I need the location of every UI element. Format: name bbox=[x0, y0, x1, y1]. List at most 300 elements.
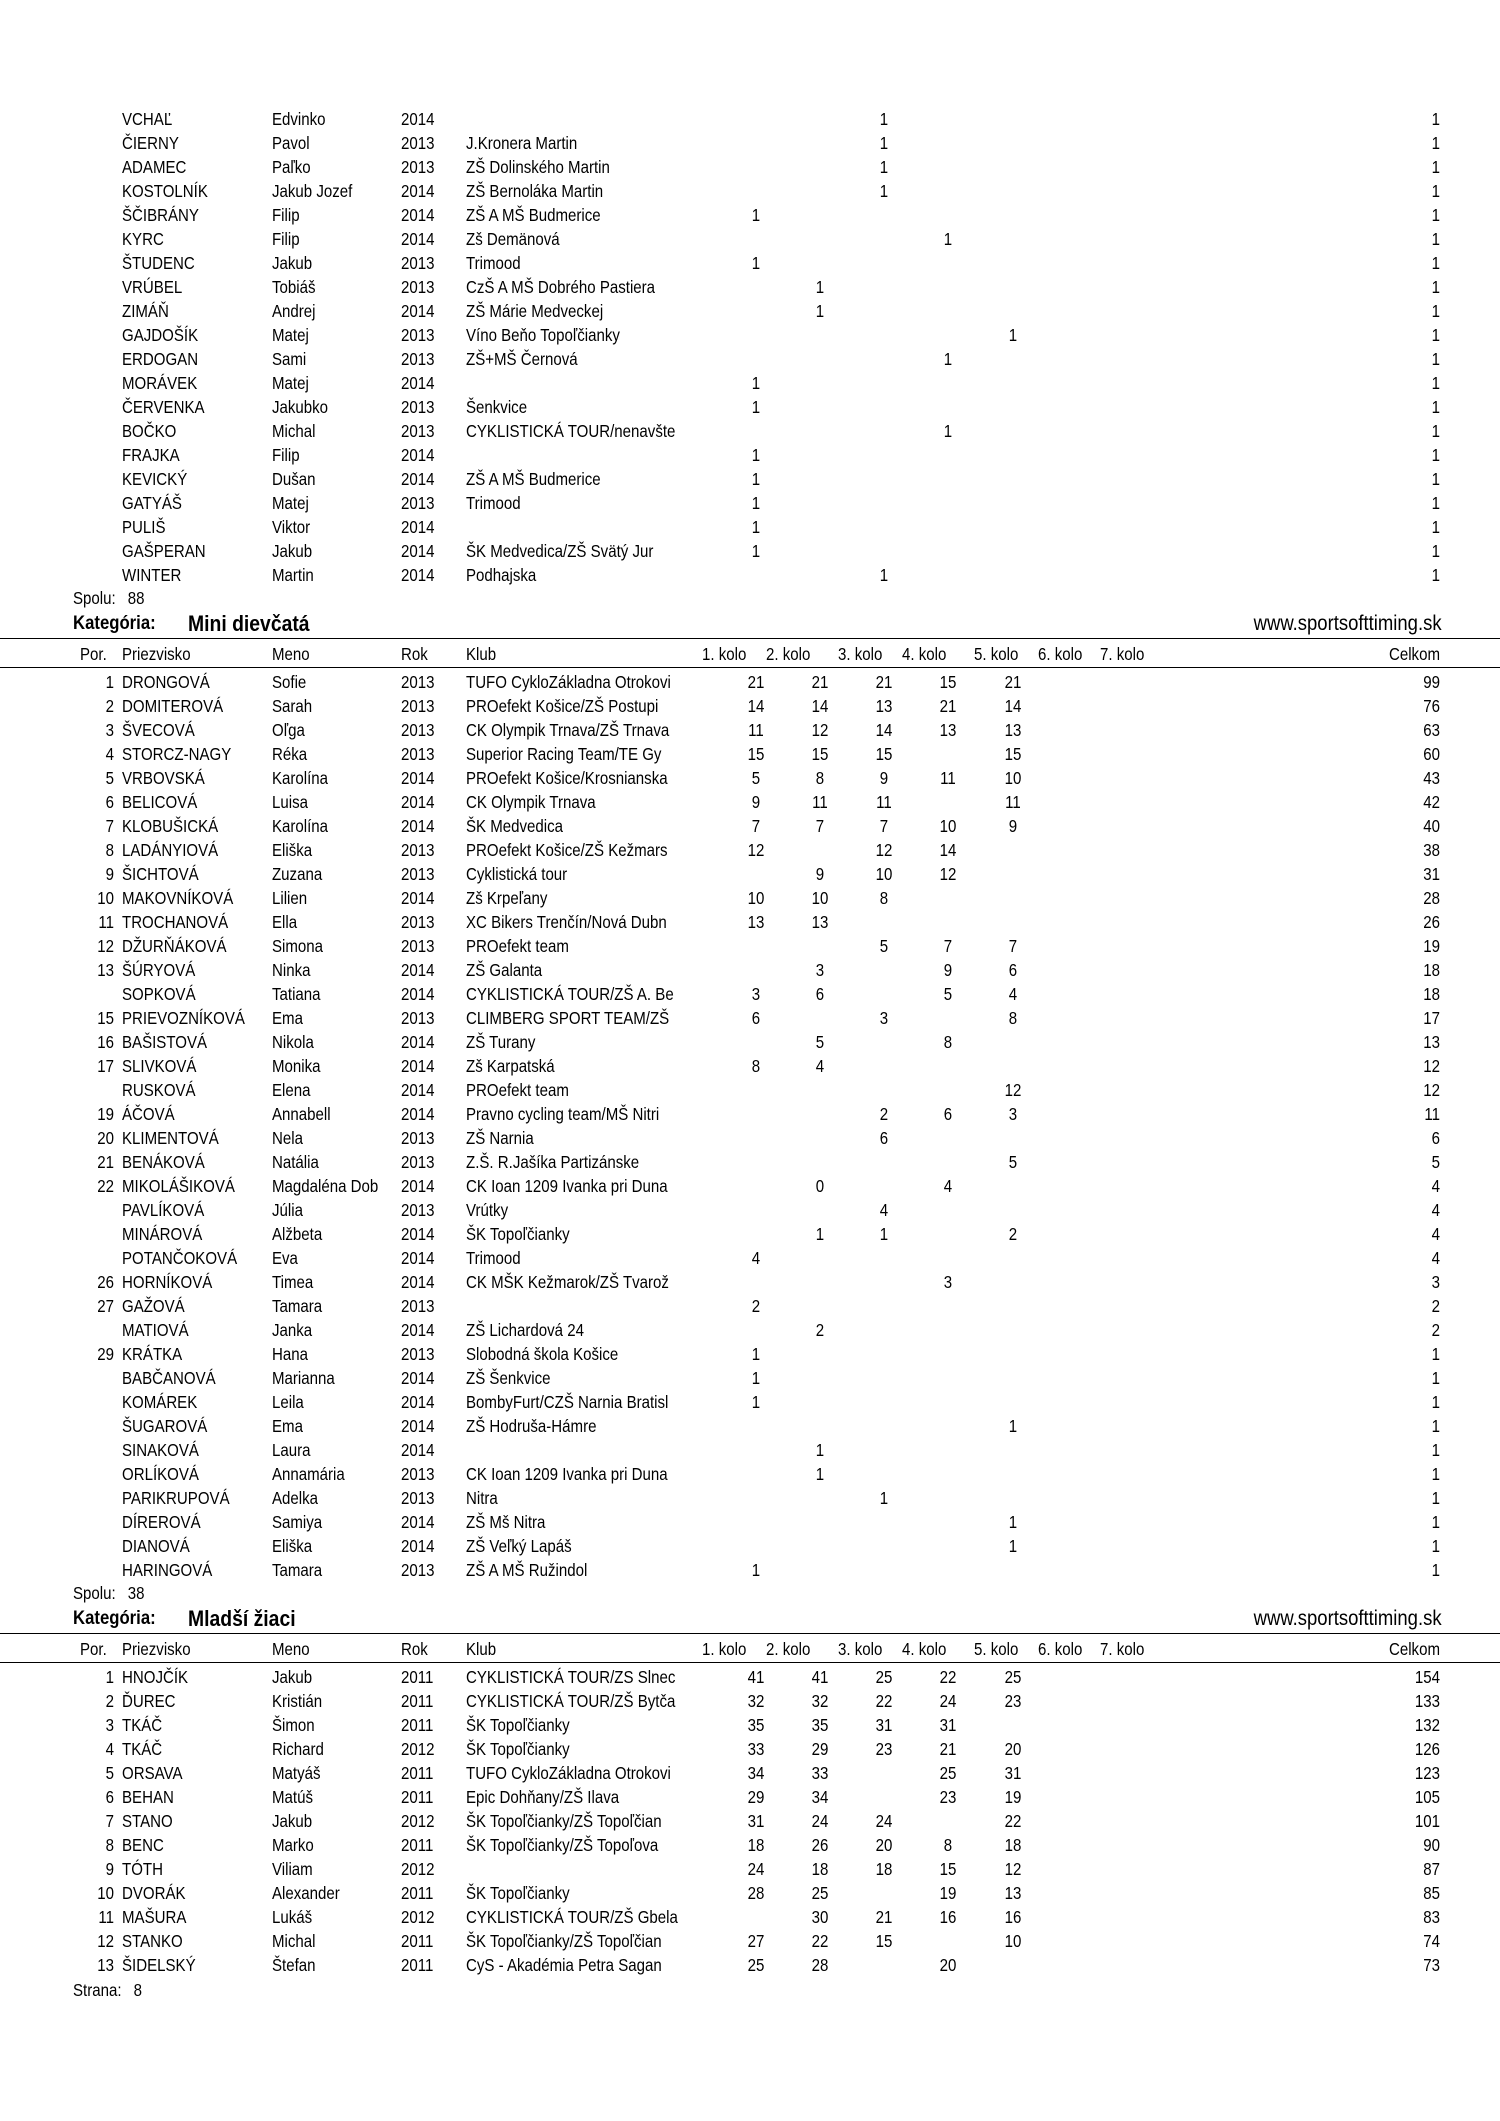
cell-klub: PROefekt Košice/Krosnianska bbox=[465, 768, 668, 788]
cell-rok: 2013 bbox=[400, 1488, 435, 1508]
cell-celkom: 4 bbox=[1431, 1224, 1440, 1244]
cell-meno: Alexander bbox=[271, 1883, 340, 1903]
total-value: 38 bbox=[127, 1583, 145, 1603]
cell-k1: 29 bbox=[747, 1787, 765, 1807]
cell-priezvisko: LADÁNYIOVÁ bbox=[121, 840, 219, 860]
cell-meno: Alžbeta bbox=[271, 1224, 323, 1244]
total-value: 88 bbox=[127, 588, 145, 608]
cell-k3: 12 bbox=[875, 840, 893, 860]
header-meno: Meno bbox=[271, 644, 310, 664]
header-labels bbox=[0, 1637, 1440, 1661]
cell-k1: 1 bbox=[751, 373, 761, 393]
cell-priezvisko: STANKO bbox=[121, 1931, 183, 1951]
cell-meno: Eva bbox=[271, 1248, 298, 1268]
cell-priezvisko: HARINGOVÁ bbox=[121, 1560, 213, 1580]
table-row bbox=[0, 515, 1440, 539]
cell-k1: 32 bbox=[747, 1691, 765, 1711]
cell-por: 3 bbox=[105, 1715, 114, 1735]
cell-rok: 2014 bbox=[400, 181, 435, 201]
header-k6: 6. kolo bbox=[1037, 1639, 1083, 1659]
table-row bbox=[0, 790, 1440, 814]
cell-por: 7 bbox=[105, 816, 114, 836]
cell-klub: PROefekt Košice/ZŠ Postupi bbox=[465, 696, 659, 716]
cell-meno: Matej bbox=[271, 325, 309, 345]
cell-celkom: 38 bbox=[1423, 840, 1440, 860]
cell-klub: Víno Beňo Topoľčianky bbox=[465, 325, 620, 345]
cell-meno: Tobiáš bbox=[271, 277, 316, 297]
cell-k1: 1 bbox=[751, 397, 761, 417]
cell-por: 7 bbox=[105, 1811, 114, 1831]
cell-priezvisko: BAŠISTOVÁ bbox=[121, 1032, 208, 1052]
cell-priezvisko: TROCHANOVÁ bbox=[121, 912, 229, 932]
cell-rok: 2013 bbox=[400, 744, 435, 764]
table-row bbox=[0, 1665, 1440, 1689]
cell-rok: 2013 bbox=[400, 397, 435, 417]
cell-k2: 32 bbox=[811, 1691, 829, 1711]
cell-priezvisko: GAJDOŠÍK bbox=[121, 325, 199, 345]
cell-k5: 16 bbox=[1004, 1907, 1022, 1927]
cell-k5: 22 bbox=[1004, 1811, 1022, 1831]
cell-por: 26 bbox=[97, 1272, 114, 1292]
cell-k5: 12 bbox=[1004, 1859, 1022, 1879]
cell-k2: 1 bbox=[815, 1464, 825, 1484]
cell-celkom: 73 bbox=[1423, 1955, 1440, 1975]
cell-rok: 2013 bbox=[400, 840, 435, 860]
cell-celkom: 5 bbox=[1431, 1152, 1440, 1172]
cell-k2: 24 bbox=[811, 1811, 829, 1831]
cell-klub: ZŠ A MŠ Budmerice bbox=[465, 205, 601, 225]
cell-rok: 2011 bbox=[400, 1667, 434, 1687]
cell-meno: Oľga bbox=[271, 720, 305, 740]
cell-k5: 25 bbox=[1004, 1667, 1022, 1687]
cell-k1: 11 bbox=[748, 720, 764, 740]
cell-celkom: 1 bbox=[1431, 565, 1440, 585]
cell-meno: Matej bbox=[271, 373, 309, 393]
cell-por: 4 bbox=[105, 1739, 114, 1759]
cell-k1: 27 bbox=[747, 1931, 765, 1951]
cell-celkom: 154 bbox=[1414, 1667, 1440, 1687]
cell-rok: 2013 bbox=[400, 1152, 435, 1172]
cell-k5: 4 bbox=[1008, 984, 1018, 1004]
cell-k4: 3 bbox=[943, 1272, 953, 1292]
cell-priezvisko: BENC bbox=[121, 1835, 164, 1855]
cell-celkom: 1 bbox=[1431, 325, 1440, 345]
header-priezvisko: Priezvisko bbox=[121, 644, 191, 664]
cell-celkom: 1 bbox=[1431, 493, 1440, 513]
cell-meno: Štefan bbox=[271, 1955, 316, 1975]
table-row bbox=[0, 694, 1440, 718]
cell-celkom: 1 bbox=[1431, 1560, 1440, 1580]
cell-meno: Jakub Jozef bbox=[271, 181, 353, 201]
cell-k4: 9 bbox=[943, 960, 953, 980]
cell-meno: Laura bbox=[271, 1440, 311, 1460]
cell-por: 17 bbox=[97, 1056, 114, 1076]
cell-k5: 6 bbox=[1008, 960, 1018, 980]
cell-rok: 2013 bbox=[400, 349, 435, 369]
cell-priezvisko: SINAKOVÁ bbox=[121, 1440, 199, 1460]
cell-k5: 12 bbox=[1004, 1080, 1022, 1100]
cell-k1: 12 bbox=[747, 840, 765, 860]
cell-meno: Magdaléna Dob bbox=[271, 1176, 379, 1196]
header-klub: Klub bbox=[465, 644, 497, 664]
cell-meno: Hana bbox=[271, 1344, 308, 1364]
cell-klub: CK Ioan 1209 Ivanka pri Duna bbox=[465, 1176, 668, 1196]
cell-meno: Lukáš bbox=[271, 1907, 313, 1927]
cell-k2: 5 bbox=[815, 1032, 825, 1052]
cell-rok: 2014 bbox=[400, 541, 435, 561]
cell-k2: 7 bbox=[815, 816, 825, 836]
cell-meno: Filip bbox=[271, 445, 300, 465]
cell-k1: 1 bbox=[751, 493, 761, 513]
table-row bbox=[0, 1534, 1440, 1558]
cell-rok: 2013 bbox=[400, 1296, 435, 1316]
cell-priezvisko: KLIMENTOVÁ bbox=[121, 1128, 219, 1148]
cell-klub: ŠK Topoľčianky/ZŠ Topoľova bbox=[465, 1835, 659, 1855]
cell-por: 15 bbox=[97, 1008, 114, 1028]
cell-k5: 8 bbox=[1008, 1008, 1018, 1028]
cell-k5: 14 bbox=[1004, 696, 1022, 716]
table-row bbox=[0, 1246, 1440, 1270]
table-row bbox=[0, 1761, 1440, 1785]
cell-priezvisko: ADAMEC bbox=[121, 157, 187, 177]
cell-por: 27 bbox=[97, 1296, 114, 1316]
cell-celkom: 1 bbox=[1431, 373, 1440, 393]
cell-celkom: 1 bbox=[1431, 1440, 1440, 1460]
cell-k3: 1 bbox=[879, 1488, 889, 1508]
header-rok: Rok bbox=[400, 1639, 428, 1659]
cell-k1: 41 bbox=[747, 1667, 765, 1687]
table-row bbox=[0, 1174, 1440, 1198]
cell-rok: 2011 bbox=[400, 1787, 434, 1807]
cell-k3: 21 bbox=[875, 1907, 893, 1927]
cell-k5: 1 bbox=[1008, 1512, 1018, 1532]
cell-celkom: 85 bbox=[1423, 1883, 1440, 1903]
cell-celkom: 1 bbox=[1431, 517, 1440, 537]
cell-k2: 1 bbox=[815, 1224, 825, 1244]
cell-k2: 1 bbox=[815, 277, 825, 297]
cell-meno: Richard bbox=[271, 1739, 324, 1759]
table-row bbox=[0, 131, 1440, 155]
header-klub: Klub bbox=[465, 1639, 497, 1659]
cell-celkom: 13 bbox=[1423, 1032, 1440, 1052]
table-row bbox=[0, 1510, 1440, 1534]
total-label: Spolu: bbox=[73, 1583, 116, 1603]
header-k5: 5. kolo bbox=[973, 644, 1019, 664]
cell-k1: 21 bbox=[747, 672, 765, 692]
cell-k5: 19 bbox=[1004, 1787, 1022, 1807]
cell-priezvisko: MIKOLÁŠIKOVÁ bbox=[121, 1176, 235, 1196]
cell-k2: 12 bbox=[811, 720, 829, 740]
cell-k4: 15 bbox=[939, 672, 957, 692]
table-row bbox=[0, 347, 1440, 371]
cell-celkom: 1 bbox=[1431, 229, 1440, 249]
header-celkom: Celkom bbox=[1388, 1639, 1440, 1659]
cell-k2: 18 bbox=[811, 1859, 829, 1879]
cell-meno: Karolína bbox=[271, 816, 329, 836]
cell-meno: Marianna bbox=[271, 1368, 335, 1388]
cell-priezvisko: HORNÍKOVÁ bbox=[121, 1272, 213, 1292]
cell-k4: 25 bbox=[939, 1763, 957, 1783]
cell-k1: 28 bbox=[747, 1883, 765, 1903]
cell-k2: 35 bbox=[811, 1715, 829, 1735]
cell-celkom: 12 bbox=[1423, 1080, 1440, 1100]
category-name: Mladší žiaci bbox=[188, 1606, 296, 1631]
cell-k4: 5 bbox=[943, 984, 953, 1004]
cell-k4: 24 bbox=[939, 1691, 957, 1711]
cell-celkom: 4 bbox=[1431, 1248, 1440, 1268]
cell-rok: 2013 bbox=[400, 421, 435, 441]
table-row bbox=[0, 1438, 1440, 1462]
cell-klub: ŠK Topoľčianky/ZŠ Topoľčian bbox=[465, 1811, 662, 1831]
cell-rok: 2011 bbox=[400, 1931, 434, 1951]
cell-celkom: 43 bbox=[1423, 768, 1440, 788]
cell-celkom: 26 bbox=[1423, 912, 1440, 932]
cell-por: 2 bbox=[105, 696, 114, 716]
cell-k4: 19 bbox=[939, 1883, 957, 1903]
cell-k1: 9 bbox=[751, 792, 761, 812]
cell-k4: 12 bbox=[939, 864, 957, 884]
cell-por: 10 bbox=[97, 1883, 114, 1903]
table-row bbox=[0, 419, 1440, 443]
cell-priezvisko: ERDOGAN bbox=[121, 349, 199, 369]
cell-por: 13 bbox=[97, 1955, 114, 1975]
cell-celkom: 1 bbox=[1431, 1512, 1440, 1532]
cell-meno: Leila bbox=[271, 1392, 304, 1412]
cell-k5: 20 bbox=[1004, 1739, 1022, 1759]
table-row bbox=[0, 1689, 1440, 1713]
table-row bbox=[0, 1030, 1440, 1054]
category-heading bbox=[0, 1605, 1500, 1634]
table-row bbox=[0, 670, 1440, 694]
cell-priezvisko: DÍREROVÁ bbox=[121, 1512, 201, 1532]
table-row bbox=[0, 742, 1440, 766]
cell-por: 1 bbox=[105, 672, 114, 692]
cell-meno: Dušan bbox=[271, 469, 316, 489]
cell-rok: 2013 bbox=[400, 133, 435, 153]
cell-priezvisko: MAŠURA bbox=[121, 1907, 187, 1927]
cell-por: 21 bbox=[97, 1152, 114, 1172]
cell-por: 6 bbox=[105, 792, 114, 812]
cell-meno: Jakub bbox=[271, 253, 313, 273]
cell-k2: 33 bbox=[811, 1763, 829, 1783]
cell-k4: 6 bbox=[943, 1104, 953, 1124]
cell-meno: Matej bbox=[271, 493, 309, 513]
cell-klub: ŠK Topoľčianky bbox=[465, 1739, 570, 1759]
header-k1: 1. kolo bbox=[701, 1639, 747, 1659]
cell-k3: 6 bbox=[879, 1128, 889, 1148]
cell-priezvisko: DRONGOVÁ bbox=[121, 672, 210, 692]
cell-rok: 2014 bbox=[400, 816, 435, 836]
cell-klub: ZŠ+MŠ Černová bbox=[465, 349, 578, 369]
cell-priezvisko: ÁČOVÁ bbox=[121, 1104, 175, 1124]
cell-meno: Andrej bbox=[271, 301, 316, 321]
cell-priezvisko: PAVLÍKOVÁ bbox=[121, 1200, 205, 1220]
cell-klub: ZŠ Bernoláka Martin bbox=[465, 181, 604, 201]
cell-klub: CK MŠK Kežmarok/ZŠ Tvarož bbox=[465, 1272, 669, 1292]
cell-priezvisko: MINÁROVÁ bbox=[121, 1224, 203, 1244]
cell-k3: 23 bbox=[875, 1739, 893, 1759]
cell-k3: 20 bbox=[875, 1835, 893, 1855]
cell-por: 9 bbox=[105, 1859, 114, 1879]
cell-rok: 2014 bbox=[400, 960, 435, 980]
cell-rok: 2014 bbox=[400, 1032, 435, 1052]
cell-k1: 1 bbox=[751, 469, 761, 489]
cell-priezvisko: HNOJČÍK bbox=[121, 1667, 189, 1687]
cell-priezvisko: PULIŠ bbox=[121, 517, 166, 537]
cell-rok: 2014 bbox=[400, 1080, 435, 1100]
cell-meno: Elena bbox=[271, 1080, 311, 1100]
cell-meno: Filip bbox=[271, 205, 300, 225]
cell-k3: 1 bbox=[879, 181, 889, 201]
cell-k3: 11 bbox=[876, 792, 892, 812]
category-label: Kategória: bbox=[73, 613, 156, 634]
cell-k4: 10 bbox=[939, 816, 957, 836]
cell-klub: CK Ioan 1209 Ivanka pri Duna bbox=[465, 1464, 668, 1484]
cell-celkom: 101 bbox=[1414, 1811, 1440, 1831]
cell-celkom: 1 bbox=[1431, 469, 1440, 489]
cell-k1: 31 bbox=[747, 1811, 765, 1831]
cell-meno: Michal bbox=[271, 421, 316, 441]
table-row bbox=[0, 718, 1440, 742]
table-row bbox=[0, 886, 1440, 910]
cell-k2: 34 bbox=[811, 1787, 829, 1807]
cell-por: 22 bbox=[97, 1176, 114, 1196]
cell-priezvisko: GAŠPERAN bbox=[121, 541, 206, 561]
cell-celkom: 19 bbox=[1423, 936, 1440, 956]
cell-meno: Simona bbox=[271, 936, 324, 956]
table-row bbox=[0, 1905, 1440, 1929]
cell-priezvisko: KRÁTKA bbox=[121, 1344, 183, 1364]
cell-por: 3 bbox=[105, 720, 114, 740]
cell-celkom: 74 bbox=[1423, 1931, 1440, 1951]
cell-celkom: 1 bbox=[1431, 1344, 1440, 1364]
cell-meno: Viliam bbox=[271, 1859, 313, 1879]
cell-rok: 2014 bbox=[400, 1512, 435, 1532]
cell-priezvisko: VRÚBEL bbox=[121, 277, 183, 297]
cell-k2: 41 bbox=[811, 1667, 829, 1687]
cell-klub: Epic Dohňany/ZŠ Ilava bbox=[465, 1787, 620, 1807]
cell-por: 2 bbox=[105, 1691, 114, 1711]
cell-celkom: 1 bbox=[1431, 1368, 1440, 1388]
table-row bbox=[0, 1222, 1440, 1246]
cell-meno: Filip bbox=[271, 229, 300, 249]
cell-k3: 3 bbox=[879, 1008, 889, 1028]
cell-celkom: 31 bbox=[1423, 864, 1440, 884]
cell-priezvisko: ČERVENKA bbox=[121, 397, 205, 417]
cell-celkom: 4 bbox=[1431, 1200, 1440, 1220]
cell-celkom: 1 bbox=[1431, 1488, 1440, 1508]
cell-rok: 2014 bbox=[400, 373, 435, 393]
cell-meno: Tatiana bbox=[271, 984, 321, 1004]
cell-klub: Zš Karpatská bbox=[465, 1056, 555, 1076]
cell-klub: ZŠ A MŠ Ružindol bbox=[465, 1560, 588, 1580]
cell-rok: 2013 bbox=[400, 936, 435, 956]
cell-k1: 18 bbox=[747, 1835, 765, 1855]
cell-k4: 23 bbox=[939, 1787, 957, 1807]
cell-celkom: 1 bbox=[1431, 253, 1440, 273]
table-row bbox=[0, 1078, 1440, 1102]
header-k4: 4. kolo bbox=[901, 644, 947, 664]
cell-k3: 4 bbox=[879, 1200, 889, 1220]
cell-meno: Lilien bbox=[271, 888, 308, 908]
cell-priezvisko: ŠUGAROVÁ bbox=[121, 1416, 208, 1436]
cell-priezvisko: TKÁČ bbox=[121, 1715, 163, 1735]
table-row bbox=[0, 1929, 1440, 1953]
table-row bbox=[0, 1342, 1440, 1366]
header-k1: 1. kolo bbox=[701, 644, 747, 664]
header-rok: Rok bbox=[400, 644, 428, 664]
cell-k5: 10 bbox=[1004, 768, 1022, 788]
table-row bbox=[0, 563, 1440, 587]
website-link[interactable]: www.sportsofttiming.sk bbox=[1254, 1607, 1442, 1630]
cell-k1: 1 bbox=[751, 445, 761, 465]
table-row bbox=[0, 539, 1440, 563]
cell-rok: 2014 bbox=[400, 109, 435, 129]
cell-rok: 2011 bbox=[400, 1835, 434, 1855]
cell-k4: 8 bbox=[943, 1835, 953, 1855]
header-meno: Meno bbox=[271, 1639, 310, 1659]
cell-rok: 2013 bbox=[400, 864, 435, 884]
cell-k1: 15 bbox=[747, 744, 765, 764]
cell-priezvisko: STORCZ-NAGY bbox=[121, 744, 232, 764]
table-row bbox=[0, 1390, 1440, 1414]
cell-rok: 2014 bbox=[400, 517, 435, 537]
cell-por: 29 bbox=[97, 1344, 114, 1364]
cell-priezvisko: TÓTH bbox=[121, 1859, 163, 1879]
table-row bbox=[0, 1054, 1440, 1078]
cell-klub: CYKLISTICKÁ TOUR/ZŠ Bytča bbox=[465, 1691, 676, 1711]
table-row bbox=[0, 1102, 1440, 1126]
cell-rok: 2014 bbox=[400, 1176, 435, 1196]
cell-meno: Annabell bbox=[271, 1104, 331, 1124]
table-row bbox=[0, 491, 1440, 515]
cell-k3: 7 bbox=[879, 816, 889, 836]
header-k3: 3. kolo bbox=[837, 1639, 883, 1659]
cell-celkom: 3 bbox=[1431, 1272, 1440, 1292]
cell-rok: 2014 bbox=[400, 1320, 435, 1340]
cell-meno: Annamária bbox=[271, 1464, 345, 1484]
cell-priezvisko: KYRC bbox=[121, 229, 164, 249]
cell-rok: 2011 bbox=[400, 1763, 434, 1783]
cell-k2: 1 bbox=[815, 1440, 825, 1460]
cell-k5: 1 bbox=[1008, 325, 1018, 345]
cell-rok: 2014 bbox=[400, 792, 435, 812]
cell-meno: Martin bbox=[271, 565, 314, 585]
cell-priezvisko: MAKOVNÍKOVÁ bbox=[121, 888, 234, 908]
website-link[interactable]: www.sportsofttiming.sk bbox=[1254, 612, 1442, 635]
cell-meno: Karolína bbox=[271, 768, 329, 788]
cell-meno: Janka bbox=[271, 1320, 313, 1340]
table-row bbox=[0, 1737, 1440, 1761]
cell-meno: Luisa bbox=[271, 792, 308, 812]
table-row bbox=[0, 1270, 1440, 1294]
cell-celkom: 17 bbox=[1423, 1008, 1440, 1028]
cell-k4: 13 bbox=[939, 720, 957, 740]
cell-klub: CLIMBERG SPORT TEAM/ZŠ bbox=[465, 1008, 670, 1028]
cell-celkom: 1 bbox=[1431, 1464, 1440, 1484]
cell-k4: 15 bbox=[939, 1859, 957, 1879]
table-row bbox=[0, 179, 1440, 203]
cell-celkom: 126 bbox=[1414, 1739, 1440, 1759]
cell-priezvisko: PRIEVOZNÍKOVÁ bbox=[121, 1008, 245, 1028]
table-row bbox=[0, 1857, 1440, 1881]
cell-k3: 9 bbox=[879, 768, 889, 788]
cell-por: 20 bbox=[97, 1128, 114, 1148]
cell-meno: Viktor bbox=[271, 517, 311, 537]
cell-meno: Jakubko bbox=[271, 397, 329, 417]
cell-priezvisko: GATYÁŠ bbox=[121, 493, 182, 513]
table-row bbox=[0, 1833, 1440, 1857]
